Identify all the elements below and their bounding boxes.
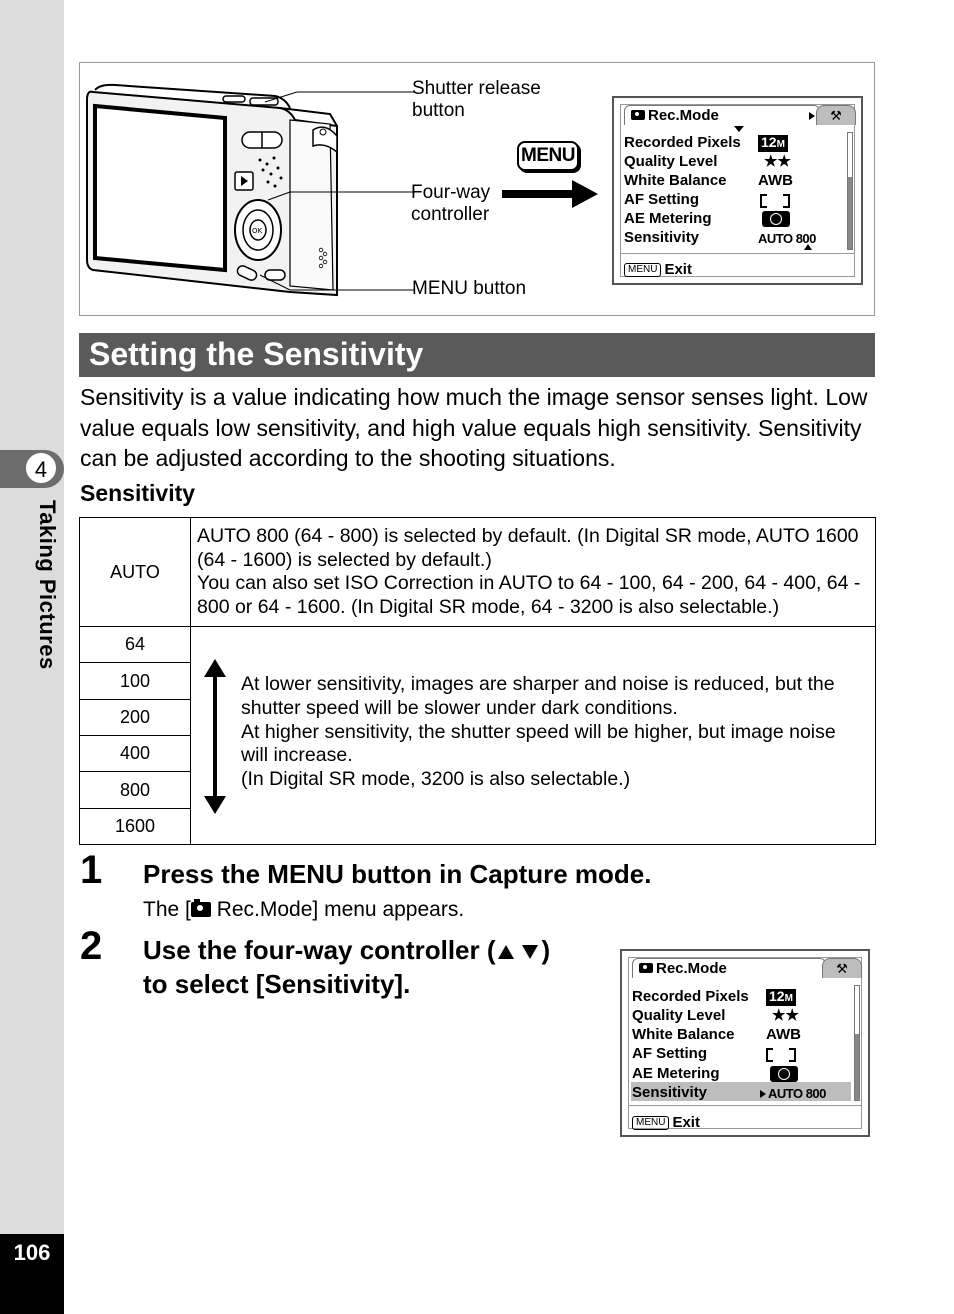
af-bracket-icon: [766, 1044, 796, 1063]
sensitivity-table: [79, 517, 876, 845]
table-desc-auto: AUTO 800 (64 - 800) is selected by default. (In Digital SR mode, AUTO 1600 (64 - 1600) is selected by default.) You can also set ISO Correction in AUTO to 64 - 100, 64 - 200, 64 - 400, 64 - 800 or 64 - 1600. (In Digital SR mode, 64 - 3200 is also selectable.): [191, 518, 876, 627]
lcd-exit: MENU Exit: [632, 1113, 700, 1132]
step-1-subtext: The [ Rec.Mode] menu appears.: [143, 898, 465, 921]
subheading-sensitivity: Sensitivity: [80, 480, 196, 506]
chapter-title: Taking Pictures: [35, 500, 60, 670]
svg-text:OK: OK: [252, 227, 263, 235]
step-2-number: 2: [80, 924, 103, 968]
lcd-row-af-setting: AF Setting: [624, 191, 699, 208]
lcd-row-sensitivity: Sensitivity: [624, 229, 700, 246]
lcd-row-quality-level: Quality Level: [624, 153, 718, 170]
af-bracket-icon: [760, 190, 790, 209]
setup-tab-wrench-icon: ⚒: [822, 958, 862, 978]
lcd-scrollbar: [854, 985, 860, 1101]
value-recorded-pixels: 12M: [766, 987, 796, 1006]
lcd-row-quality-level: Quality Level: [632, 1007, 726, 1024]
camera-icon: [631, 110, 645, 120]
ae-metering-icon: [770, 1064, 798, 1083]
lcd-exit: MENU Exit: [624, 260, 692, 279]
table-key-value: 1600: [80, 809, 191, 845]
table-row: [80, 627, 876, 663]
lcd-row-recorded-pixels: Recorded Pixels: [632, 988, 749, 1005]
lcd-row-ae-metering: AE Metering: [632, 1065, 720, 1082]
lcd-row-white-balance: White Balance: [632, 1026, 735, 1043]
intro-paragraph: Sensitivity is a value indicating how much the image sensor senses light. Low value equals low sensitivity, and high value equals high sensitivity. Sensitivity can be adjusted according to the shooting situations.: [80, 384, 868, 471]
camera-icon: [191, 902, 211, 917]
selector-arrow-icon: [760, 1090, 766, 1098]
down-arrow-icon: [734, 126, 744, 132]
value-white-balance: AWB: [758, 172, 793, 189]
up-arrow-icon: [804, 244, 812, 250]
double-arrow-icon: [203, 659, 227, 814]
menu-chip-icon: MENU: [632, 1116, 669, 1130]
callout-shutter-release: Shutter release button: [412, 78, 541, 121]
lcd-row-af-setting: AF Setting: [632, 1045, 707, 1062]
lcd-screen-rec-mode: [612, 96, 863, 285]
table-key-value: 800: [80, 772, 191, 809]
section-title: Setting the Sensitivity: [79, 333, 875, 377]
value-recorded-pixels: 12M: [758, 133, 788, 152]
up-triangle-icon: [498, 945, 514, 959]
lcd-tab-rec-mode: Rec.Mode: [632, 958, 826, 978]
menu-chip-icon: MENU: [624, 263, 661, 277]
step-1-text: Press the MENU button in Capture mode.: [143, 859, 652, 889]
page-number: 106: [13, 1240, 51, 1265]
setup-tab-wrench-icon: ⚒: [816, 105, 856, 125]
lcd-row-recorded-pixels: Recorded Pixels: [624, 134, 741, 151]
table-desc-range: [191, 627, 876, 845]
right-arrow-icon: [502, 180, 598, 208]
lcd-scrollbar: [847, 132, 853, 250]
range-description: At lower sensitivity, images are sharper and noise is reduced, but the shutter speed will be slower under dark conditions. At higher sensitivity, the shutter speed will be higher, but image noise will increase. (In Digital SR mode, 3200 is also selectable.): [241, 673, 836, 791]
table-row: [80, 518, 876, 627]
lcd-tab-rec-mode: Rec.Mode: [624, 105, 820, 125]
step-2-text: Use the four-way controller ( ) to select [Sensitivity].: [143, 935, 551, 999]
table-key-value: 100: [80, 663, 191, 700]
value-quality-level: ★★: [764, 153, 791, 170]
callout-four-way-controller: Four-way controller: [411, 182, 491, 225]
chapter-number: 4: [24, 451, 58, 485]
value-sensitivity: AUTO 800: [758, 231, 816, 246]
table-key-value: 200: [80, 700, 191, 736]
table-key-auto: AUTO: [80, 518, 191, 627]
menu-key-icon: MENU: [517, 141, 579, 171]
camera-illustration: [85, 80, 415, 305]
lcd-row-ae-metering: AE Metering: [624, 210, 712, 227]
table-key-value: 64: [80, 627, 191, 663]
value-quality-level: ★★: [772, 1007, 799, 1024]
value-white-balance: AWB: [766, 1026, 801, 1043]
lcd-row-sensitivity: Sensitivity: [632, 1084, 708, 1101]
lcd-row-white-balance: White Balance: [624, 172, 727, 189]
callout-menu-button: MENU button: [412, 278, 527, 299]
lcd-screen-sensitivity-selected: [620, 949, 870, 1137]
table-key-value: 400: [80, 736, 191, 772]
ae-metering-icon: [762, 209, 790, 228]
value-sensitivity: AUTO 800: [760, 1084, 826, 1103]
tab-right-arrow-icon: [809, 112, 815, 120]
camera-icon: [639, 963, 653, 973]
down-triangle-icon: [522, 945, 538, 959]
step-1-number: 1: [80, 848, 103, 892]
